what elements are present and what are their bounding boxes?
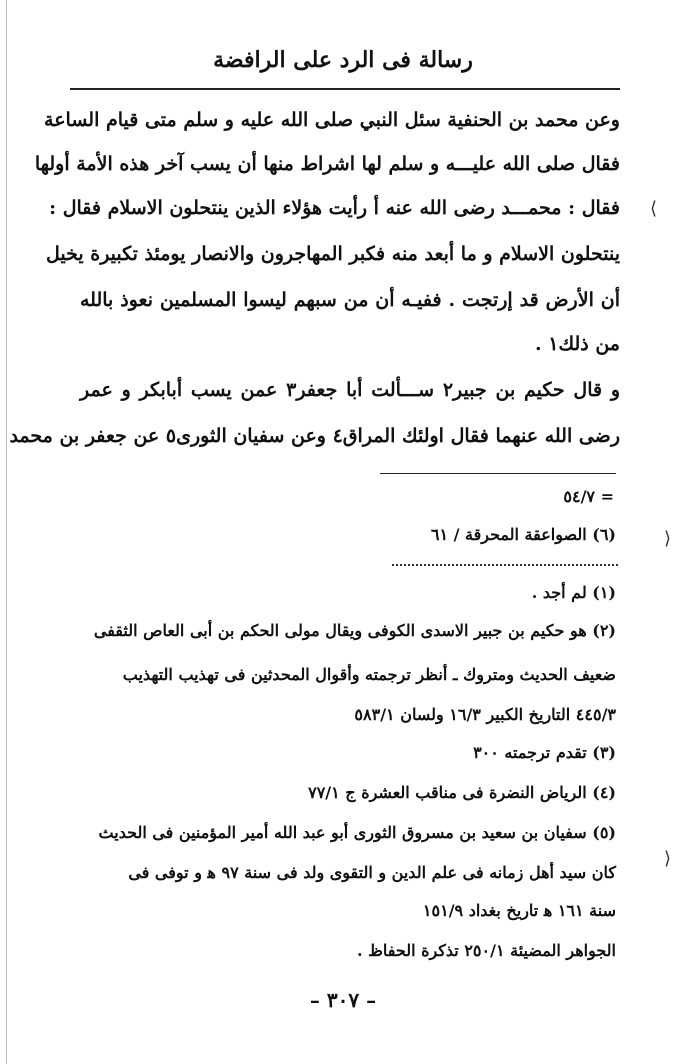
page-number: – ٣٠٧ –	[309, 988, 377, 1012]
footnote-2-line-2: ضعيف الحديث ومتروك ـ أنظر ترجمته وأقوال المحدثين فى تهذيب التهذيب	[122, 665, 616, 684]
footnote-2-line-3: ٤٤٥/٣ التاريخ الكبير ١٦/٣ ولسان ٥٨٣/١	[354, 705, 616, 724]
footnote-1: (١) لم أجد .	[531, 583, 616, 602]
wavy-separator	[392, 564, 618, 566]
footnote-5-line-3: سنة ١٦١ ﻫ تاريخ بغداد ١٥١/٩	[422, 901, 616, 920]
footnote-5-line-4: الجواهر المضيئة ٢٥٠/١ تذكرة الحفاظ .	[356, 941, 616, 960]
footnote-4: (٤) الرياض النضرة فى مناقب العشرة ج ٧٧/١	[308, 783, 616, 802]
margin-mark-icon: ⟩	[664, 528, 672, 549]
carryover-note-2: (٦) الصواعقة المحرقة / ٦١	[430, 525, 616, 544]
body-line-2: فقال صلى الله عليـــه و سلم لها اشراط منها أن يسب آخر هذه الأمة أولها	[34, 153, 620, 175]
footnote-separator	[380, 473, 616, 474]
footnote-3: (٣) تقدم ترجمته ٣٠٠	[473, 743, 616, 762]
header-divider	[70, 88, 620, 90]
body-line-1: وعن محمد بن الحنفية سئل النبي صلى الله عليه و سلم متى قيام الساعة	[44, 109, 620, 131]
page-edge-line	[6, 0, 7, 1064]
footnote-5-line-2: كان سيد أهل زمانه فى علم الدين و التقوى ولد فى سنة ٩٧ ﻫ و توفى فى	[128, 863, 616, 882]
margin-mark-icon: ⟨	[650, 198, 658, 219]
body-line-4: ينتحلون الاسلام و ما أبعد منه فكبر المهاجرون والانصار يومئذ تكبيرة يخيل	[45, 243, 620, 265]
body-line-5: أن الأرض قد إرتجت . ففيـه أن من سبهم ليسوا المسلمين نعوذ بالله	[80, 289, 620, 311]
body-line-7: و قال حكيم بن جبير٢ ســـألت أبا جعفر٣ عمن يسب أبابكر و عمر	[80, 379, 621, 401]
body-line-3: فقال : محمـــد رضى الله عنه أ رأيت هؤلاء الذين ينتحلون الاسلام فقال :	[49, 197, 620, 219]
footnote-5-line-1: (٥) سفيان بن سعيد بن مسروق الثورى أبو عبد الله أمير المؤمنين فى الحديث	[98, 823, 616, 842]
body-line-6: من ذلك١ .	[535, 333, 620, 355]
margin-mark-icon: ⟩	[664, 848, 672, 869]
footnote-2-line-1: (٢) هو حكيم بن جبير الاسدى الكوفى ويقال مولى الحكم بن أبى العاص الثقفى	[93, 621, 616, 640]
carryover-note-1: = ٥٤/٧	[563, 487, 614, 506]
body-line-8: رضى الله عنهما فقال اولئك المراق٤ وعن سفيان الثورى٥ عن جعفر بن محمد	[9, 425, 620, 447]
running-header-title: رسالة فى الرد على الرافضة	[213, 47, 473, 73]
